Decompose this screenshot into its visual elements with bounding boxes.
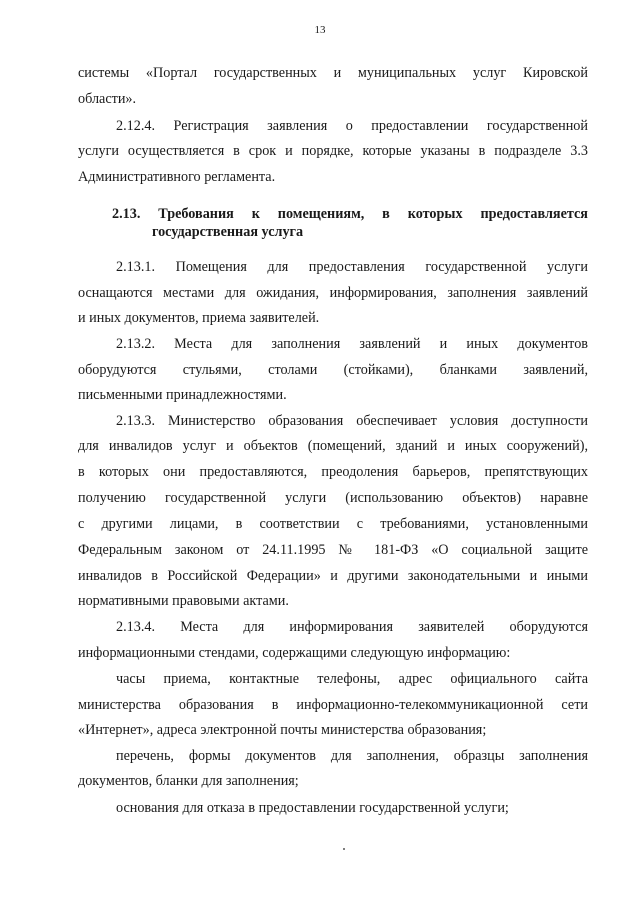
text-line: и иных документов, приема заявителей. bbox=[78, 310, 320, 326]
text-line: оборудуются стульями, столами (стойками), бланками заявлений, bbox=[78, 362, 588, 378]
text-line: услуги осуществляется в срок и порядке, которые указаны в подразделе 3.3 bbox=[78, 143, 588, 159]
text-line: в которых они предоставляются, преодоления барьеров, препятствующих bbox=[78, 464, 588, 480]
text-line: системы «Портал государственных и муниципальных услуг Кировской bbox=[78, 65, 588, 81]
text-line: для инвалидов услуг и объектов (помещений, зданий и иных сооружений), bbox=[78, 438, 588, 454]
section-heading: государственная услуга bbox=[152, 224, 304, 240]
text-line: области». bbox=[78, 91, 137, 107]
text-line: 2.13.4. Места для информирования заявителей оборудуются bbox=[116, 619, 588, 635]
text-line: Федеральным законом от 24.11.1995 № 181-ФЗ «О социальной защите bbox=[78, 542, 588, 558]
text-line: оснащаются местами для ожидания, информирования, заполнения заявлений bbox=[78, 285, 588, 301]
text-line: получению государственной услуги (использованию объектов) наравне bbox=[78, 490, 588, 506]
text-line: Административного регламента. bbox=[78, 169, 276, 185]
text-line: информационными стендами, содержащими следующую информацию: bbox=[78, 645, 511, 661]
text-line: часы приема, контактные телефоны, адрес официального сайта bbox=[116, 671, 588, 687]
text-line: «Интернет», адреса электронной почты министерства образования; bbox=[78, 722, 487, 738]
text-line: основания для отказа в предоставлении государственной услуги; bbox=[116, 800, 509, 816]
text-line: министерства образования в информационно-телекоммуникационной сети bbox=[78, 697, 588, 713]
text-line: 2.13.1. Помещения для предоставления государственной услуги bbox=[116, 259, 588, 275]
page-number: 13 bbox=[314, 24, 326, 36]
text-line: документов, бланки для заполнения; bbox=[78, 773, 299, 789]
text-line: инвалидов в Российской Федерации» и другими законодательными и иными bbox=[78, 568, 588, 584]
text-line: 2.13.3. Министерство образования обеспечивает условия доступности bbox=[116, 413, 588, 429]
text-line: с другими лицами, в соответствии с требованиями, установленными bbox=[78, 516, 588, 532]
text-line: письменными принадлежностями. bbox=[78, 387, 287, 403]
text-line: перечень, формы документов для заполнения, образцы заполнения bbox=[116, 748, 588, 764]
text-line: 2.13.2. Места для заполнения заявлений и иных документов bbox=[116, 336, 588, 352]
text-line: нормативными правовыми актами. bbox=[78, 593, 289, 609]
section-heading: 2.13. Требования к помещениям, в которых предоставляется bbox=[112, 206, 588, 222]
text-line: 2.12.4. Регистрация заявления о предоставлении государственной bbox=[116, 118, 588, 134]
scan-speck bbox=[343, 848, 345, 850]
